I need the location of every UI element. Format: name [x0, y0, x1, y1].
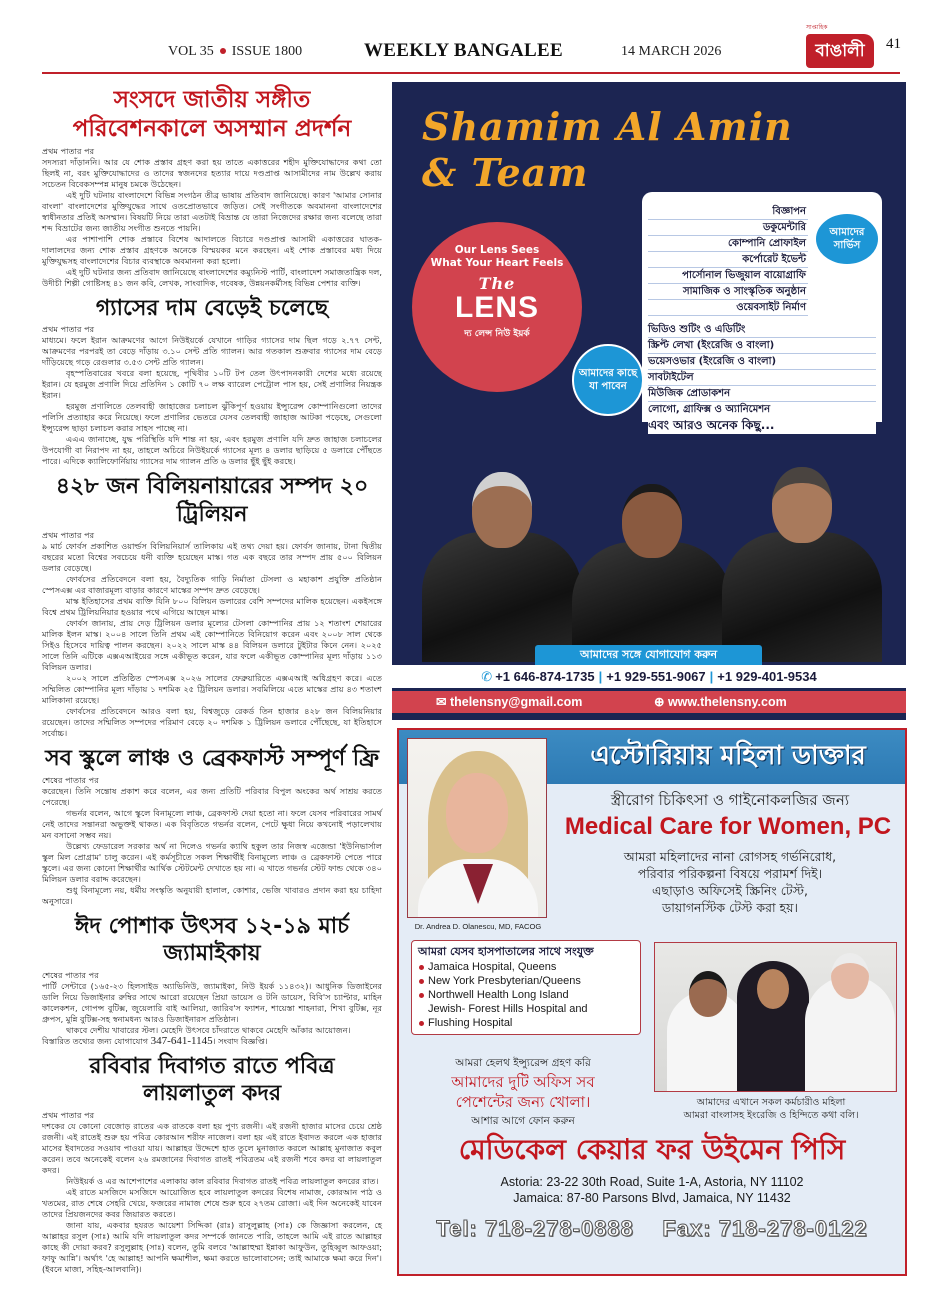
article-paragraph: ২০০২ সালে প্রতিষ্ঠিত স্পেসএক্স ২০২৬ সালের ফেব্রুয়ারিতে এক্সএআই অধিগ্রহণ করে। এতে সম্মিলিত কোম্পানির মূল্য দাঁড়ায় ১ দশমিক ২৫ ট্রিলিয়ন ডলার। সবমিলিয়ে এতে মাস্কের প্রায় ৪৩ শতাংশ মালিকানা রয়েছে। [42, 673, 382, 705]
article-paragraph: এই দুটি ঘটনায় বাংলাদেশে বিভিন্ন সংগঠন তীব্র ভাষায় প্রতিবাদ জানিয়েছে। কারণ 'আমার সোনার বাংলা' বাংলাদেশের মুক্তিযুদ্ধের সাথে ওতপ্রোতভাবে জড়িত। সেই সংগীতকে অবমাননা বাংলাদেশের স্বাধীনতার প্রতিই অসম্মান। বিষয়টি নিয়ে তারা এতটাই বিভ্রান্ত যে তারা নিজেদের রক্ষার জন্য বলেছে তারা শব্দ বিভ্রাটের জন্য জাতীয় সংগীত শুনতে পায়নি। [42, 189, 382, 233]
ad-title-line: Shamim Al Amin [422, 104, 793, 149]
article-paragraph: মাধ্যমে। ফলে ইরান আক্রমণের আগে নিউইয়র্কে যেখানে গাড়ির গ্যাসের দাম ছিল গড়ে ২.৭৭ সেন্ট, আক্রমণের পরপরই তা বেড়ে দাঁড়ায় ৩.১০ সেন্ট প্রতি গ্যালন। আর গতকাল শুক্রবার গ্যাসের দাম বেড়ে দাঁড়িয়েছে গড়ে রেগুলার ৩.৫৩ সেন্ট প্রতি গ্যালন। [42, 335, 382, 367]
team-member-left [422, 462, 582, 662]
staff-face [831, 953, 869, 999]
article-paragraph: উল্লেখ্য ফেডারেল সরকার অর্থ না দিলেও গভর্নর ক্যাথি হকুল তার নিজস্ব এজেন্ডা 'ইউনিভার্সাল স্কুল মিল প্রোগ্রাম' চালু করেন। এই কর্মসূচীতে সকল শিক্ষার্থীই বিনামূল্যে লাঞ্চ ও ব্রেকফাস্ট পেতে পারে স্কুলে। এর জন্য কোনো শিক্ষার্থীর আর্থিক স্টেটমেন্ট দেখাতে হয় না। এ খাতে গভর্নর স্টেট ফান্ড থেকে ৩৪০ মিলিয়ন ডলার বরাদ্দ করেছেন। [42, 840, 383, 884]
face-shape [622, 484, 682, 558]
hospitals-title: আমরা যেসব হাসপাতালের সাথে সংযুক্ত [418, 945, 594, 958]
address-astoria: Astoria: 23-22 30th Road, Suite 1-A, Astoria, NY 11102 [500, 1175, 804, 1189]
offering-item: ভিডিও শুটিং ও এডিটিং [648, 322, 876, 338]
jump-line: প্রথম পাতার পর [42, 1109, 95, 1120]
services-list [648, 204, 808, 316]
doctor-photo [407, 738, 547, 918]
headline-line: পরিবেশনকালে অসম্মান প্রদর্শন [72, 115, 352, 142]
article-paragraph: শুধু বিনামূল্যে নয়, ধর্মীয় সংস্কৃতি অনুযায়ী হালাল, কোশার, ভেজি খাবারও প্রদান করা হয় চাহিদা অনুসারে। [42, 884, 382, 906]
offering-item: মিউজিক প্রোডাকশন [648, 386, 876, 402]
article-paragraph: ৯ মার্চ ফোর্বস প্রকাশিত ওয়ার্ল্ডস বিলিয়নিয়ার্স তালিকায় এই তথ্য দেয়া হয়। ফোর্বস জানায়, টানা দ্বিতীয় বছরের মতো বিশ্বের সবচেয়ে ধনী ব্যক্তি হয়েছেন মাস্ক। গত এক বছরে তার সম্পদ প্রায় ৫০০ বিলিয়ন ডলার বেড়েছে। [42, 541, 382, 573]
hospital-item: Flushing Hospital [418, 1016, 634, 1030]
service-item: ডকুমেন্টারি [648, 220, 808, 236]
website-url: www.thelensny.com [667, 695, 787, 709]
practice-description [557, 848, 903, 916]
article-headline: সব স্কুলে লাঞ্চ ও ব্রেকফাস্ট সম্পূর্ণ ফ্রি [45, 746, 379, 771]
jacket-shape [422, 532, 582, 662]
contact-phone: 347-641-1145 [150, 1034, 213, 1047]
logo-the: The [478, 274, 516, 293]
article-national-anthem [42, 86, 382, 289]
hospital-item: Jamaica Hospital, Queens [418, 960, 634, 974]
header-rule [42, 72, 900, 74]
medical-care-advertisement [397, 728, 907, 1276]
service-item: ওয়েবসাইট নির্মাণ [648, 300, 808, 316]
tagline-line: What Your Heart Feels [430, 257, 564, 269]
ad-subheadline: স্ত্রীরোগ চিকিৎসা ও গাইনোকলজির জন্য [610, 791, 850, 809]
doctor-caption: Dr. Andrea D. Olanescu, MD, FACOG [414, 922, 542, 931]
phone-icon: ✆ [481, 669, 493, 684]
offering-item: স্ক্রিপ্ট লেখা (ইংরেজি ও বাংলা) [648, 338, 876, 354]
article-headline: ৪২৮ জন বিলিয়নায়ারের সম্পদ ২০ ট্রিলিয়ন [55, 474, 369, 527]
offices-line: আমাদের দুটি অফিস সব [451, 1073, 595, 1091]
article-paragraph: করেছেন। তিনি সন্তোষ প্রকাশ করে বলেন, এর জন্য প্রতিটি পরিবার বিপুল অংকের অর্থ সাশ্রয় করতে পেরেছে। [42, 785, 382, 807]
jump-line: প্রথম পাতার পর [42, 324, 95, 334]
jacket-shape [572, 542, 732, 662]
article-headline [42, 86, 382, 144]
practice-name-en: Medical Care for Women, PC [564, 813, 892, 840]
offices-line: পেশেন্টের জন্য খোলা। [455, 1093, 591, 1111]
hospital-item: Jewish- Forest Hills Hospital and [428, 1003, 588, 1015]
article-laylatul-qadr [42, 1053, 382, 1275]
the-lens-logo [412, 276, 582, 324]
jump-line: প্রথম পাতার পর [42, 530, 95, 540]
article-paragraph: থাকবে দেশীয় খাবারের স্টল। মেহেদি উৎসবে চাঁদরাতে থাকবে মেহেদি আঁকার আয়োজন। [66, 1024, 351, 1035]
article-paragraph: দশকের যে কোনো বেজোড় রাতের এক রাতকে বলা হয় পুণ্য রজনী। এই রজনী হাজার মাসের চেয়ে শ্রেষ্ঠ রজনী। এই রাতেই শুরু হয় পবিত্র কোরআন শরীফ নাজেল। বলা হয় এই রাতে ইবাদত করলে এক হাজার মাসের ইবাদতের সওয়াব পাওয়া যায়। আল্লাহর উদ্দেশে হাত তুলে মুনাজাত করলে আল্লাহ মুনাজাত কবুল করেন। তবে অনেকেই বলেন ২৬ রমজানের দিবাগত রাতই পবিত্রতম এই রজনী শবে কদর বা লায়লাতুল কদর। [42, 1120, 382, 1175]
description-line: ডায়াগনস্টিক টেস্ট করা হয়। [662, 900, 798, 915]
article-paragraph: এই রাতে মসজিদে মসজিদে আয়োজিত হবে লায়লাতুল কদরের বিশেষ নামাজ, কোরআন পাঠ ও খতমের, রাত শেষে সেহরি খেয়ে, ফজরের নামাজ শেষে শুরু হবে ২৭তম রোজা। এই দিন অনেকেই যাবেন তাদের প্রিয়জনদের কবর জিয়ারত করতে। [42, 1186, 382, 1219]
description-line: আমরা মহিলাদের নানা রোগসহ গর্ভনিরোধ, [623, 849, 837, 864]
offices-open-note [399, 1072, 647, 1112]
article-paragraph: নিউইয়র্ক ও এর আশেপাশের এলাকায় কাল রবিবার দিবাগত রাতই পবিত্র লায়লাতুল কদরের রাত। [66, 1175, 379, 1186]
article-paragraph: ফোর্বস জানায়, প্রায় দেড় ট্রিলিয়ন ডলার মূল্যের টেসলা কোম্পানির প্রায় ১২ শতাংশ শেয়ারের মালিক ইলন মাস্ক। ২০০৪ সালে তিনি প্রথম এই কোম্পানিতে বিনিয়োগ করেন এবং ২০০৮ সাল থেকে সিইও হিসেবে দায়িত্ব পালন করছেন। ২০২২ সালে মাস্ক ৪৪ বিলিয়ন ডলারে টুইটার কিনে নেন। ২০২৫ সালে তিনি এটিকে এক্সএআইয়ের সঙ্গে একীভূত করেন, যার ফলে একীভূত কোম্পানির মূল্য দাঁড়ায় ১১৩ বিলিয়ন ডলার। [42, 618, 382, 672]
article-gas-price [42, 295, 382, 468]
contact-suffix: । সংবাদ বিজ্ঞপ্তি। [212, 1035, 268, 1046]
separator: | [709, 669, 714, 684]
fax: Fax: 718-278-0122 [662, 1216, 868, 1241]
hospital-affiliations-box [411, 940, 641, 1035]
bullet-dot-icon [220, 48, 226, 54]
article-paragraph: এর পাশাপাশি শোক প্রস্তাবে বিশেষ আদালতে বিচারে দণ্ডপ্রাপ্ত আসামী একাত্তরের ঘাতক-দালালদের জন্য শোক প্রস্তাব গ্রহণকে অনেকে বিস্ময়কর মনে করছেন। এই শোক প্রস্তাবের মধ্য দিয়ে মুক্তিযুদ্ধসহ বাংলাদেশের বিচার ব্যবস্থাকে অবমাননা করা হলো। [42, 233, 382, 266]
service-item: কোম্পানি প্রোফাইল [648, 236, 808, 252]
ad-tagline [412, 244, 582, 270]
publication-title: WEEKLY BANGALEE [364, 40, 563, 61]
caption-line: আমরা বাংলাসহ ইংরেজি ও হিন্দিতে কথা বলি। [683, 1110, 859, 1121]
article-contact-line [42, 1036, 382, 1047]
masthead [0, 24, 945, 80]
article-paragraph: বৃহস্পতিবারের খবরে বলা হয়েছে, পৃথিবীর ১০টি টপ তেল উৎপাদনকারী দেশের মধ্যে রয়েছে ইরান। যে হরমুজ প্রণালি দিয়ে প্রতিদিন ১ কোটি ৭০ লক্ষ ব্যারেল পেট্রোল পাস হয়, সেই প্রণালির নিয়ন্ত্রক ইরান। [42, 368, 382, 400]
description-line: পরিবার পরিকল্পনা বিষয়ে পরামর্শ দিই। [637, 866, 823, 881]
offering-item: ভয়েসওভার (ইংরেজি ও বাংলা) [648, 354, 876, 370]
article-paragraph: হরমুজ প্রণালিতে তেলবাহী জাহাজের চলাচল ঝুঁকিপূর্ণ হওয়ায় ইন্স্যুরেন্স কোম্পানিগুলো তাদের পলিসি প্রত্যাহার করে নিয়েছে। ফলে প্রণালির ভেতরে যেসব তেলবাহী জাহাজ আটকা পড়েছে, সেগুলো ইন্স্যুরেন্স ছাড়া চলাচল করার সাহস পাচ্ছে না। [42, 401, 382, 433]
the-lens-advertisement [392, 82, 906, 720]
article-school-meals [42, 745, 382, 907]
staff-face [689, 971, 727, 1017]
article-headline: ঈদ পোশাক উৎসব ১২-১৯ মার্চ জ্যামাইকায় [75, 913, 349, 966]
telephone[interactable]: Tel: 718-278-0888 [436, 1216, 634, 1241]
article-headline: গ্যাসের দাম বেড়েই চলেছে [95, 295, 329, 321]
headline-line: সংসদে জাতীয় সঙ্গীত [113, 87, 311, 113]
mail-icon: ✉ [436, 695, 450, 709]
jacket-shape [722, 532, 882, 662]
article-billionaires [42, 473, 382, 739]
email-contact[interactable] [436, 691, 582, 713]
face-shape [472, 472, 532, 548]
services-badge: আমাদের সার্ভিস [814, 212, 880, 266]
offering-item: সাবটাইটেল [648, 370, 876, 386]
offerings-badge: আমাদের কাছে যা পাবেন [572, 344, 644, 416]
article-paragraph: ফোর্বসের প্রতিবেদনে আরও বলা হয়, বিশ্বজুড়ে রেকর্ড তিন হাজার ৪২৮ জন বিলিয়নিয়ার রয়েছেন। তাদের সম্মিলিত সম্পদের পরিমাণ বেড়ে ২০ দশমিক ১ ট্রিলিয়ন ডলারে পৌঁছেছে, যা ইতিহাসে সর্বোচ্চ। [42, 706, 382, 738]
offerings-list [648, 322, 876, 418]
hospital-item: Northwell Health Long Island [418, 988, 634, 1002]
call-first-note: আশার আগে ফোন করুন [471, 1115, 575, 1127]
jump-line: শেষের পাতার পর [42, 969, 99, 980]
insurance-note: আমরা হেলথ ইন্স্যুরেন্স গ্রহণ করি [455, 1057, 591, 1069]
logo-lens: LENS [454, 291, 539, 324]
ad-title [422, 104, 793, 196]
team-member-center [572, 472, 732, 662]
service-item: কর্পোরেট ইভেন্ট [648, 252, 808, 268]
phone-number[interactable]: +1 929-401-9534 [717, 669, 817, 684]
jump-line: প্রথম পাতার পর [42, 145, 95, 156]
staff-caption [637, 1096, 905, 1122]
phone-number[interactable]: +1 929-551-9067 [606, 669, 706, 684]
office-info [399, 1056, 647, 1128]
article-paragraph: এএএ জানাচ্ছে, যুদ্ধ পরিস্থিতি যদি শান্ত না হয়, এবং হরমুজ প্রণালি যদি দ্রুত জাহাজ চলাচলের উপযোগী বা নিরাপদ না হয়, তাহলে অচিরে নিউইয়র্কে গ্যাসের মূল্য ৪ ডলার ছাড়িয়ে ৫ ডলারে পৌঁছতে পারে। এদিকে ক্যালিফোর্নিয়ায় গ্যাসের দাম গ্যালন প্রতি ৬ ডলার ছুঁই ছুঁই করছে। [42, 434, 382, 466]
issue: ISSUE 1800 [231, 44, 303, 59]
phone-numbers [392, 665, 906, 688]
tagline-line: Our Lens Sees [454, 244, 540, 256]
office-addresses [399, 1174, 905, 1206]
publication-date: 14 MARCH 2026 [621, 44, 722, 59]
ad-headline: এস্টোরিয়ায় মহিলা ডাক্তার [590, 741, 866, 771]
article-paragraph: পার্টি সেন্টারে (১৬৫-২৩ হিলসাইড অ্যাভিনিউ, জ্যামাইকা, নিউ ইয়র্ক ১১৪৩২)। আধুনিক ডিজাইনের ডালি নিয়ে ডিজাইনার রুম্বির সাথে আরো রয়েছেন প্রিয়া ডায়েস ও টনি ডায়েস, বিবি'স চ্যাপ্টার, মাহিন কালেকশন, গোপন্স বুটিক্স, জুয়েলারি বাই আলিয়া, জারিব'স ফ্যাশন, শায়েস্তা শাহনারা, শিখা বুটিক্স, নূর গ্রুপস, মুন্নি বুটিক্স-সহ স্বনামধন্য আরও ডিজাইনারস প্রতিষ্ঠান। [42, 980, 382, 1024]
contact-label: আমাদের সঙ্গে যোগাযোগ করুন [535, 645, 762, 665]
article-paragraph: জানা যায়, একবার হযরত আয়েশা সিদ্দিকা (রাঃ) রাসুলুল্লাহ (সাঃ) কে জিজ্ঞাসা করলেন, হে আল্লাহর রসুল (সাঃ) আমি যদি লায়লাতুল কদর সম্পর্কে জানতে পারি, তাহলে আমি এই রাতে আল্লাহর কাছে কী দোয়া করব? রসুলুল্লাহ (সাঃ) বলেন, তুমি বলবে 'আল্লাহুম্মা ইন্নাকা আফুউন, তুহিব্বুল আফওয়া; ফাফু আন্নি'। অর্থাৎ 'হে আল্লাহ! আপনি ক্ষমাশীল, ক্ষমা করতে ভালোবাসেন; তাই আমাকে ক্ষমা করে দিন'। (ইবনে মাজা, সহিহ-আলবানি)। [42, 1219, 382, 1274]
article-headline: রবিবার দিবাগত রাতে পবিত্র লায়লাতুল কদর [89, 1053, 335, 1106]
separator: | [598, 669, 603, 684]
lens-logo-circle [412, 222, 582, 392]
volume: VOL 35 [168, 44, 214, 59]
logo-tagline: সাপ্তাহিক [806, 24, 828, 31]
contact-prefix: বিস্তারিত তথ্যের জন্য যোগাযোগ [42, 1035, 149, 1046]
email-address: thelensny@gmail.com [449, 695, 583, 709]
address-jamaica: Jamaica: 87-80 Parsons Blvd, Jamaica, NY 11432 [513, 1191, 791, 1205]
hospital-item: New York Presbyterian/Queens [418, 974, 634, 988]
service-item: সামাজিক ও সাংস্কৃতিক অনুষ্ঠান [648, 284, 808, 300]
ad-title-line: & Team [422, 150, 589, 195]
practice-name-bn: মেডিকেল কেয়ার ফর উইমেন পিসি [458, 1133, 846, 1166]
face-shape [446, 773, 508, 853]
article-eid-fashion [42, 913, 382, 1047]
staff-face [757, 969, 789, 1009]
article-paragraph: সদস্যরা দাঁড়াননি। আর যে শোক প্রস্তাব গ্রহণ করা হয় তাতে একাত্তরের শহীদ মুক্তিযোদ্ধাদের কথা তো ছিলই না, বরং মুক্তিযোদ্ধাদের ও তাদের স্বজনদের হত্যার দায়ে দণ্ডপ্রাপ্ত আসামীদের নাম উল্লেখ করায় সচেতন বিবেকসম্পন্ন মানুষ চমকে উঠেছেন। [42, 156, 382, 189]
face-shape [772, 467, 832, 543]
page-number: 41 [886, 36, 901, 52]
staff-photo [654, 942, 897, 1092]
logo-subtitle: দ্য লেন্স নিউ ইয়র্ক [464, 329, 530, 339]
globe-icon: ⊕ [654, 695, 668, 709]
website-contact[interactable] [654, 691, 787, 713]
article-paragraph: এই দুটি ঘটনার জন্য প্রতিবাদ জানিয়েছে বাংলাদেশের কম্যুনিস্ট পার্টি, বাংলাদেশ সমাজতান্ত্রিক দল, উদীচী শিল্পী গোষ্টিসহ ৪১ জন কবি, লেখক, সাংবাদিক, গবেষক, উন্নয়নকর্মীসহ বিভিন্ন পেশার ব্যক্তি। [42, 266, 382, 288]
issue-info [168, 44, 302, 60]
publication-logo: বাঙালী [806, 34, 874, 68]
phone-number[interactable]: +1 646-874-1735 [495, 669, 595, 684]
jump-line: শেষের পাতার পর [42, 774, 99, 785]
news-column [42, 86, 382, 1281]
article-paragraph: গভর্নর বলেন, আগে স্কুলে বিনামূল্যে লাঞ্চ, ব্রেকফাস্ট দেয়া হতো না। ফলে যেসব পরিবারের সামর্থ নেই তাদের সন্তানরা অভুক্তই থাকত। এক বিবৃতিতে গভর্নর বলেন, পেটে ক্ষুধা নিয়ে কখনোই পড়ালেখায় মন বসানো সম্ভব নয়। [42, 807, 382, 840]
service-item: বিজ্ঞাপন [648, 204, 808, 220]
tel-fax [399, 1212, 905, 1246]
more-services: এবং আরও অনেক কিছু... [648, 416, 876, 434]
team-photo [392, 442, 906, 662]
article-paragraph: মাস্ক ইতিহাসের প্রথম ব্যক্তি যিনি ৮০০ বিলিয়ন ডলারের বেশি সম্পদের মালিক হয়েছেন। একইসঙ্গে বিশ্বে প্রথম ট্রিলিয়নিয়ার হওয়ার পথে এগিয়ে আছেন মাস্ক। [42, 596, 382, 617]
offering-item: লোগো, গ্রাফিক্স ও অ্যানিমেশন [648, 402, 876, 418]
team-member-right [722, 457, 882, 662]
service-item: পার্সোনাল ভিজুয়াল বায়োগ্রাফি [648, 268, 808, 284]
caption-line: আমাদের এখানে সকল কর্মচারীও মহিলা [696, 1097, 846, 1108]
article-paragraph: ফোর্বসের প্রতিবেদনে বলা হয়, বৈদ্যুতিক গাড়ি নির্মাতা টেসলা ও মহাকাশ প্রযুক্তি প্রতিষ্ঠান স্পেসএক্স এর বাজারমূল্য বাড়ার কারণে মাস্কের সম্পদ দ্রুত বেড়েছে। [42, 574, 382, 595]
email-website-bar [392, 691, 906, 713]
description-line: এছাড়াও অফিসেই স্ক্রিনিং টেস্ট, [652, 883, 808, 898]
